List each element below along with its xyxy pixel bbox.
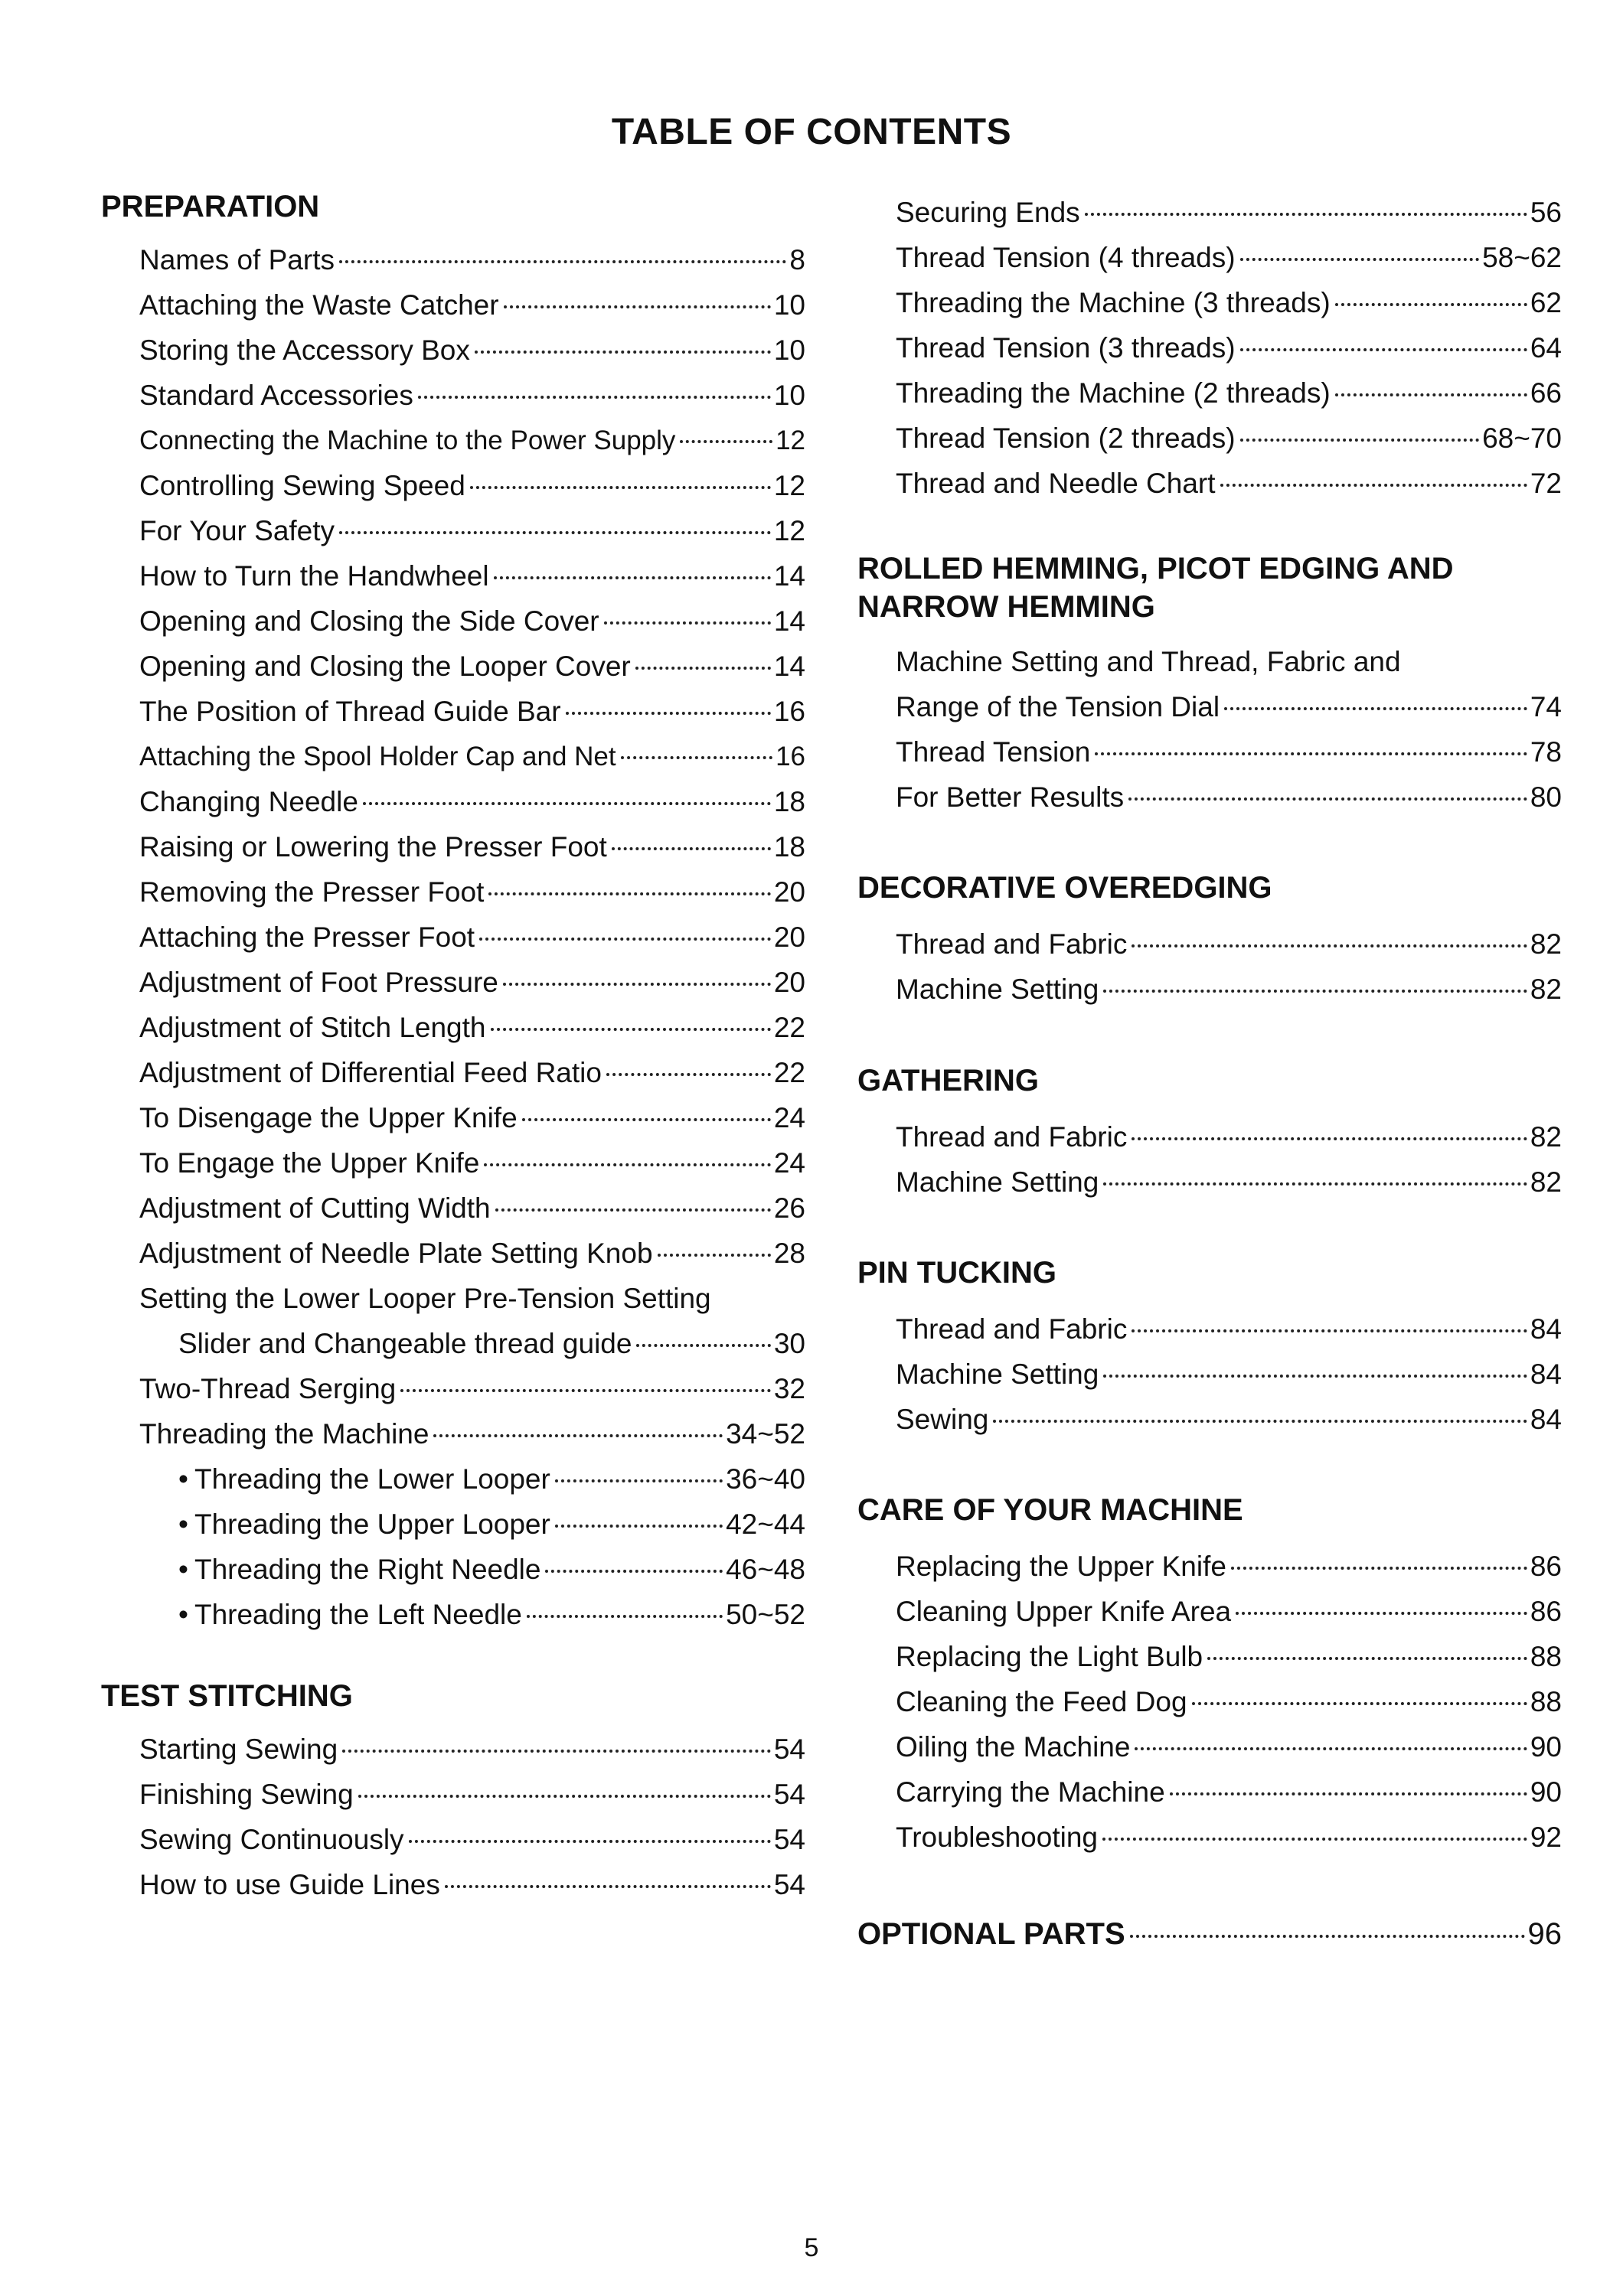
toc-entry[interactable] — [896, 925, 1562, 964]
dot-leader — [400, 1389, 771, 1392]
dot-leader — [484, 1163, 771, 1166]
toc-entry-title: Threading the Machine (2 threads) — [896, 377, 1331, 409]
toc-entry-page: 88 — [1530, 1641, 1562, 1672]
toc-entry-page: 18 — [773, 831, 805, 863]
toc-entry[interactable] — [139, 331, 805, 370]
toc-entry[interactable] — [139, 1099, 805, 1137]
toc-entry[interactable] — [896, 329, 1562, 367]
dot-leader — [993, 1420, 1527, 1423]
toc-entry-title: Threading the Machine — [139, 1418, 429, 1450]
bullet-icon: • — [178, 1599, 188, 1630]
toc-entry[interactable] — [896, 1118, 1562, 1156]
dot-leader — [1335, 303, 1527, 306]
toc-sub-entry[interactable] — [178, 1596, 805, 1634]
toc-entry-page: 84 — [1530, 1404, 1562, 1435]
dot-leader — [495, 1208, 771, 1212]
toc-entry-page: 54 — [773, 1869, 805, 1900]
dot-leader — [339, 531, 771, 534]
dot-leader — [555, 1479, 723, 1482]
toc-entry-title: Sewing Continuously — [139, 1824, 404, 1855]
bullet-icon: • — [178, 1508, 188, 1540]
toc-entry-page: 20 — [773, 967, 805, 998]
section-heading-test-stitching: TEST STITCHING — [101, 1679, 353, 1713]
toc-entry-title: Thread Tension — [896, 736, 1091, 768]
toc-entry-page: 10 — [773, 380, 805, 411]
toc-sub-entry[interactable] — [178, 1460, 805, 1499]
toc-entry-page: 10 — [773, 289, 805, 321]
toc-entry[interactable] — [139, 1144, 805, 1182]
section-heading-optional-parts: OPTIONAL PARTS — [857, 1917, 1125, 1951]
toc-entry-title: Slider and Changeable thread guide — [178, 1328, 632, 1359]
toc-entry[interactable] — [139, 557, 805, 595]
toc-entry-title: Sewing — [896, 1404, 989, 1435]
toc-entry-title: Thread and Fabric — [896, 1121, 1128, 1153]
toc-entry-page: 14 — [773, 560, 805, 592]
toc-entry-title: To Engage the Upper Knife — [139, 1147, 480, 1179]
toc-entry-title: Threading the Lower Looper — [194, 1463, 550, 1495]
dot-leader — [1224, 707, 1527, 710]
toc-entry-page: 82 — [1530, 1166, 1562, 1198]
dot-leader — [636, 1344, 770, 1347]
toc-entry-page: 86 — [1530, 1596, 1562, 1627]
dot-leader — [658, 1254, 771, 1257]
toc-entry[interactable] — [178, 1325, 805, 1363]
toc-entry[interactable] — [896, 239, 1562, 277]
dot-leader — [494, 576, 771, 579]
toc-entry-title: Range of the Tension Dial — [896, 691, 1220, 722]
toc-entry-page: 56 — [1530, 197, 1562, 228]
dot-leader — [503, 983, 771, 986]
toc-entry[interactable] — [139, 1234, 805, 1273]
toc-entry-page: 30 — [773, 1328, 805, 1359]
toc-entry-page: 62 — [1530, 287, 1562, 318]
toc-entry-title: Attaching the Presser Foot — [139, 921, 475, 953]
dot-leader — [555, 1525, 723, 1528]
dot-leader — [418, 396, 771, 399]
toc-entry[interactable] — [896, 1401, 1562, 1439]
toc-entry-page: 24 — [773, 1147, 805, 1179]
toc-entry-title: Changing Needle — [139, 786, 358, 817]
toc-entry[interactable] — [139, 241, 805, 279]
dot-leader — [1085, 213, 1527, 216]
toc-entry-title: Thread Tension (3 threads) — [896, 332, 1236, 364]
page-number: 5 — [804, 2233, 819, 2262]
toc-entry[interactable] — [139, 286, 805, 325]
toc-entry-page: 32 — [773, 1373, 805, 1404]
toc-entry-page: 20 — [773, 921, 805, 953]
toc-entry-page: 10 — [773, 334, 805, 366]
toc-entry-title: Machine Setting — [896, 1358, 1099, 1390]
toc-entry[interactable] — [139, 1730, 805, 1769]
toc-entry[interactable] — [139, 828, 805, 866]
toc-entry-page: 22 — [773, 1012, 805, 1043]
toc-entry-page: 88 — [1530, 1686, 1562, 1717]
dot-leader — [1207, 1657, 1527, 1660]
toc-entry-page: 34~52 — [726, 1418, 805, 1450]
toc-entry[interactable] — [896, 1773, 1562, 1812]
toc-entry-title: How to Turn the Handwheel — [139, 560, 489, 592]
dot-leader — [339, 260, 786, 263]
section-heading-preparation: PREPARATION — [101, 190, 320, 223]
dot-leader — [475, 351, 771, 354]
toc-entry-page: 92 — [1530, 1821, 1562, 1853]
toc-entry-page: 66 — [1530, 377, 1562, 409]
section-heading-gathering: GATHERING — [857, 1064, 1040, 1097]
dot-leader — [1170, 1792, 1527, 1795]
dot-leader — [363, 802, 771, 805]
toc-entry-page: 84 — [1530, 1358, 1562, 1390]
toc-entry-page: 96 — [1527, 1917, 1562, 1951]
toc-entry[interactable] — [896, 1310, 1562, 1349]
toc-entry-page: 12 — [773, 470, 805, 501]
toc-entry-page: 42~44 — [726, 1508, 805, 1540]
toc-entry-page: 26 — [773, 1192, 805, 1224]
dot-leader — [1220, 484, 1527, 487]
toc-entry-page: 90 — [1530, 1776, 1562, 1808]
toc-entry-page: 74 — [1530, 691, 1562, 722]
toc-entry-page: 82 — [1530, 928, 1562, 960]
toc-entry-title: For Better Results — [896, 781, 1125, 813]
toc-entry-title: Opening and Closing the Side Cover — [139, 605, 599, 637]
toc-entry-page: 54 — [773, 1733, 805, 1765]
toc-entry[interactable] — [896, 1593, 1562, 1631]
toc-entry-title: Securing Ends — [896, 197, 1080, 228]
dot-leader — [433, 1434, 723, 1437]
dot-leader — [635, 667, 771, 670]
toc-entry-page: 20 — [773, 876, 805, 908]
toc-entry-title: Adjustment of Needle Plate Setting Knob — [139, 1238, 653, 1269]
toc-entry-page: 8 — [789, 244, 805, 276]
toc-entry[interactable] — [896, 374, 1562, 413]
toc-entry-title: Attaching the Waste Catcher — [139, 289, 499, 321]
toc-sub-entry[interactable] — [178, 1551, 805, 1589]
toc-entry[interactable] — [139, 873, 805, 912]
toc-entry-title: Adjustment of Stitch Length — [139, 1012, 486, 1043]
toc-entry-title: Finishing Sewing — [139, 1779, 354, 1810]
toc-entry-title: Storing the Accessory Box — [139, 334, 470, 366]
toc-entry-title: To Disengage the Upper Knife — [139, 1102, 518, 1133]
toc-entry-title: Connecting the Machine to the Power Supply — [139, 426, 676, 455]
dot-leader — [409, 1840, 771, 1843]
toc-entry-title: Threading the Right Needle — [194, 1554, 541, 1585]
toc-entry[interactable] — [139, 422, 805, 460]
toc-entry-page: 78 — [1530, 736, 1562, 768]
toc-entry[interactable] — [896, 1638, 1562, 1676]
section-heading-narrow-hemming: NARROW HEMMING — [857, 590, 1155, 624]
dot-leader — [612, 847, 771, 850]
dot-leader — [470, 486, 771, 489]
toc-entry-optional-parts[interactable] — [857, 1915, 1562, 1953]
dot-leader — [621, 756, 772, 759]
bullet-icon: • — [178, 1554, 188, 1585]
toc-entry[interactable] — [896, 733, 1562, 771]
dot-leader — [1103, 1182, 1527, 1186]
dot-leader — [1192, 1702, 1527, 1705]
dot-leader — [545, 1570, 723, 1573]
toc-entry[interactable] — [896, 778, 1562, 817]
toc-entry-title: Replacing the Light Bulb — [896, 1641, 1203, 1672]
dot-leader — [527, 1615, 723, 1618]
toc-entry-title: Thread and Fabric — [896, 1313, 1128, 1345]
toc-entry-title: Two-Thread Serging — [139, 1373, 397, 1404]
toc-entry[interactable] — [139, 377, 805, 415]
toc-entry[interactable] — [139, 1415, 805, 1453]
page-title: TABLE OF CONTENTS — [611, 112, 1012, 152]
dot-leader — [1128, 797, 1527, 801]
toc-entry[interactable] — [139, 1189, 805, 1228]
toc-entry[interactable] — [139, 1370, 805, 1408]
toc-entry-page: 16 — [773, 696, 805, 727]
toc-entry-page: 54 — [773, 1824, 805, 1855]
section-heading-decorative-overedging: DECORATIVE OVEREDGING — [857, 871, 1272, 905]
dot-leader — [491, 1028, 771, 1031]
toc-entry-title: Oiling the Machine — [896, 1731, 1131, 1763]
dot-leader — [1240, 439, 1480, 442]
dot-leader — [1132, 1137, 1527, 1140]
toc-entry[interactable] — [139, 1821, 805, 1859]
toc-entry-page: 54 — [773, 1779, 805, 1810]
section-heading-rolled-hemming: ROLLED HEMMING, PICOT EDGING AND — [857, 552, 1454, 585]
section-heading-pin-tucking: PIN TUCKING — [857, 1256, 1056, 1290]
dot-leader — [522, 1118, 771, 1121]
dot-leader — [1236, 1612, 1527, 1615]
toc-entry-page: 86 — [1530, 1551, 1562, 1582]
toc-entry-title: Replacing the Upper Knife — [896, 1551, 1226, 1582]
toc-entry[interactable] — [139, 964, 805, 1002]
toc-entry-page: 14 — [773, 651, 805, 682]
toc-entry[interactable] — [139, 918, 805, 957]
toc-entry-title: Adjustment of Foot Pressure — [139, 967, 498, 998]
toc-entry-page: 84 — [1530, 1313, 1562, 1345]
toc-entry-title: Opening and Closing the Looper Cover — [139, 651, 631, 682]
bullet-icon: • — [178, 1463, 188, 1495]
dot-leader — [566, 712, 771, 715]
dot-leader — [1103, 1375, 1527, 1378]
toc-entry-title: Thread Tension (4 threads) — [896, 242, 1236, 273]
toc-entry[interactable] — [139, 1776, 805, 1814]
toc-entry-title: Threading the Machine (3 threads) — [896, 287, 1331, 318]
toc-entry-title: Controlling Sewing Speed — [139, 470, 465, 501]
toc-entry-title: The Position of Thread Guide Bar — [139, 696, 561, 727]
dot-leader — [1335, 393, 1527, 396]
toc-entry[interactable] — [896, 194, 1562, 232]
toc-entry[interactable] — [139, 1009, 805, 1047]
toc-entry[interactable] — [139, 467, 805, 505]
toc-entry-title: Cleaning Upper Knife Area — [896, 1596, 1232, 1627]
toc-entry[interactable] — [896, 970, 1562, 1009]
toc-entry[interactable] — [139, 693, 805, 731]
toc-entry-title: How to use Guide Lines — [139, 1869, 440, 1900]
dot-leader — [488, 892, 770, 895]
toc-entry-title: Thread Tension (2 threads) — [896, 422, 1236, 454]
toc-entry[interactable] — [896, 688, 1562, 726]
toc-entry-title: Threading the Upper Looper — [194, 1508, 550, 1540]
toc-entry-page: 82 — [1530, 974, 1562, 1005]
toc-entry[interactable] — [896, 1728, 1562, 1766]
toc-entry[interactable] — [896, 284, 1562, 322]
dot-leader — [1240, 348, 1527, 351]
toc-entry-page: 14 — [773, 605, 805, 637]
toc-entry-title: Adjustment of Cutting Width — [139, 1192, 491, 1224]
dot-leader — [1132, 1329, 1527, 1332]
toc-entry-title: For Your Safety — [139, 515, 335, 546]
toc-entry-title: Starting Sewing — [139, 1733, 338, 1765]
toc-entry-page: 28 — [773, 1238, 805, 1269]
toc-entry-page: 80 — [1530, 781, 1562, 813]
toc-entry[interactable] — [896, 1683, 1562, 1721]
toc-entry-page: 12 — [773, 515, 805, 546]
toc-entry-page: 46~48 — [726, 1554, 805, 1585]
toc-entry-title: Thread and Fabric — [896, 928, 1128, 960]
toc-entry[interactable] — [139, 647, 805, 686]
toc-entry-title: Adjustment of Differential Feed Ratio — [139, 1057, 602, 1088]
toc-entry[interactable] — [896, 1163, 1562, 1202]
toc-entry-page: 72 — [1530, 468, 1562, 499]
dot-leader — [1102, 1838, 1527, 1841]
toc-entry[interactable] — [896, 465, 1562, 503]
dot-leader — [1132, 944, 1527, 947]
dot-leader — [1231, 1567, 1527, 1570]
toc-entry-title: Threading the Left Needle — [194, 1599, 522, 1630]
toc-entry[interactable] — [139, 1866, 805, 1904]
toc-entry-page: 12 — [776, 426, 805, 455]
toc-entry[interactable] — [896, 1548, 1562, 1586]
dot-leader — [479, 938, 771, 941]
toc-entry-title: Raising or Lowering the Presser Foot — [139, 831, 607, 863]
toc-entry-page: 36~40 — [726, 1463, 805, 1495]
dot-leader — [1130, 1935, 1525, 1938]
toc-entry-title: Machine Setting — [896, 974, 1099, 1005]
toc-entry-title: Standard Accessories — [139, 380, 413, 411]
toc-entry[interactable] — [139, 738, 805, 776]
dot-leader — [606, 1073, 771, 1076]
toc-entry-title-line1: Setting the Lower Looper Pre-Tension Setting — [139, 1283, 711, 1314]
toc-entry[interactable] — [896, 1355, 1562, 1394]
toc-entry-page: 18 — [773, 786, 805, 817]
toc-entry-page: 58~62 — [1482, 242, 1562, 273]
toc-entry-title: Removing the Presser Foot — [139, 876, 485, 908]
dot-leader — [1240, 258, 1480, 261]
toc-entry-page: 24 — [773, 1102, 805, 1133]
dot-leader — [1135, 1747, 1527, 1750]
dot-leader — [358, 1795, 771, 1798]
toc-entry-title: Cleaning the Feed Dog — [896, 1686, 1187, 1717]
toc-entry[interactable] — [139, 602, 805, 641]
toc-entry[interactable] — [139, 783, 805, 821]
toc-entry-page: 82 — [1530, 1121, 1562, 1153]
toc-entry-title-line1: Machine Setting and Thread, Fabric and — [896, 646, 1401, 677]
toc-sub-entry[interactable] — [178, 1505, 805, 1544]
toc-entry-title: Troubleshooting — [896, 1821, 1098, 1853]
toc-entry-title: Thread and Needle Chart — [896, 468, 1216, 499]
dot-leader — [1103, 990, 1527, 993]
dot-leader — [342, 1750, 771, 1753]
toc-entry-title: Machine Setting — [896, 1166, 1099, 1198]
toc-entry-page: 16 — [776, 742, 805, 771]
toc-entry[interactable] — [139, 512, 805, 550]
toc-entry[interactable] — [139, 1054, 805, 1092]
toc-entry-page: 50~52 — [726, 1599, 805, 1630]
dot-leader — [1095, 752, 1527, 755]
toc-entry-page: 22 — [773, 1057, 805, 1088]
section-heading-care: CARE OF YOUR MACHINE — [857, 1493, 1243, 1527]
dot-leader — [445, 1885, 771, 1888]
toc-entry-title: Carrying the Machine — [896, 1776, 1165, 1808]
dot-leader — [604, 621, 771, 625]
dot-leader — [504, 305, 771, 308]
toc-entry-page: 64 — [1530, 332, 1562, 364]
toc-entry[interactable] — [896, 1818, 1562, 1857]
toc-entry-page: 90 — [1530, 1731, 1562, 1763]
toc-entry-title: Names of Parts — [139, 244, 335, 276]
toc-entry-title: Attaching the Spool Holder Cap and Net — [139, 742, 616, 771]
dot-leader — [680, 440, 772, 443]
toc-entry[interactable] — [896, 419, 1562, 458]
toc-entry-page: 68~70 — [1482, 422, 1562, 454]
